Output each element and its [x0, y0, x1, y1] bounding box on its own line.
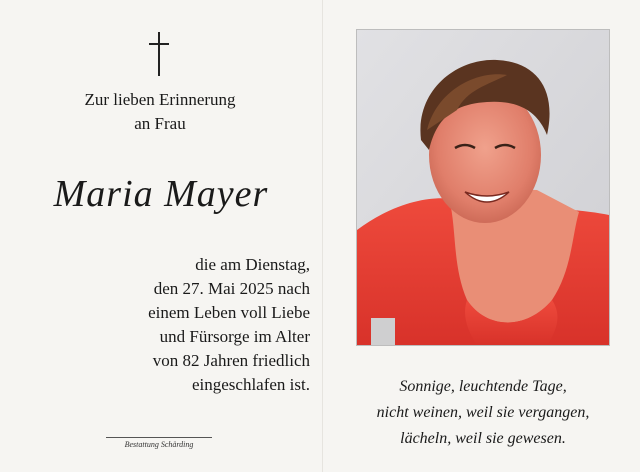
memorial-quote	[340, 374, 626, 452]
quote-line: lächeln, weil sie gewesen.	[400, 430, 566, 447]
quote-line: nicht weinen, weil sie vergangen,	[376, 404, 590, 421]
undertaker-divider	[106, 437, 212, 438]
details-line: den 27. Mai 2025 nach	[153, 279, 310, 298]
details-line: und Fürsorge im Alter	[159, 327, 310, 346]
quote-line: Sonnige, leuchtende Tage,	[399, 378, 567, 395]
details-line: von 82 Jahren friedlich	[152, 351, 310, 370]
deceased-name: Maria Mayer	[53, 173, 269, 215]
memorial-line-1: Zur lieben Erinnerung	[84, 90, 236, 109]
details-line: die am Dienstag,	[195, 255, 310, 274]
death-details	[60, 253, 310, 397]
card-fold	[322, 0, 323, 472]
portrait-photo	[356, 29, 610, 346]
cross-icon	[146, 32, 172, 76]
undertaker-credit: Bestattung Schärding	[124, 440, 194, 449]
details-line: einem Leben voll Liebe	[148, 303, 310, 322]
portrait-illustration	[357, 30, 609, 345]
memorial-heading	[40, 88, 280, 136]
details-line: eingeschlafen ist.	[191, 375, 310, 394]
memorial-line-2: an Frau	[134, 114, 186, 133]
